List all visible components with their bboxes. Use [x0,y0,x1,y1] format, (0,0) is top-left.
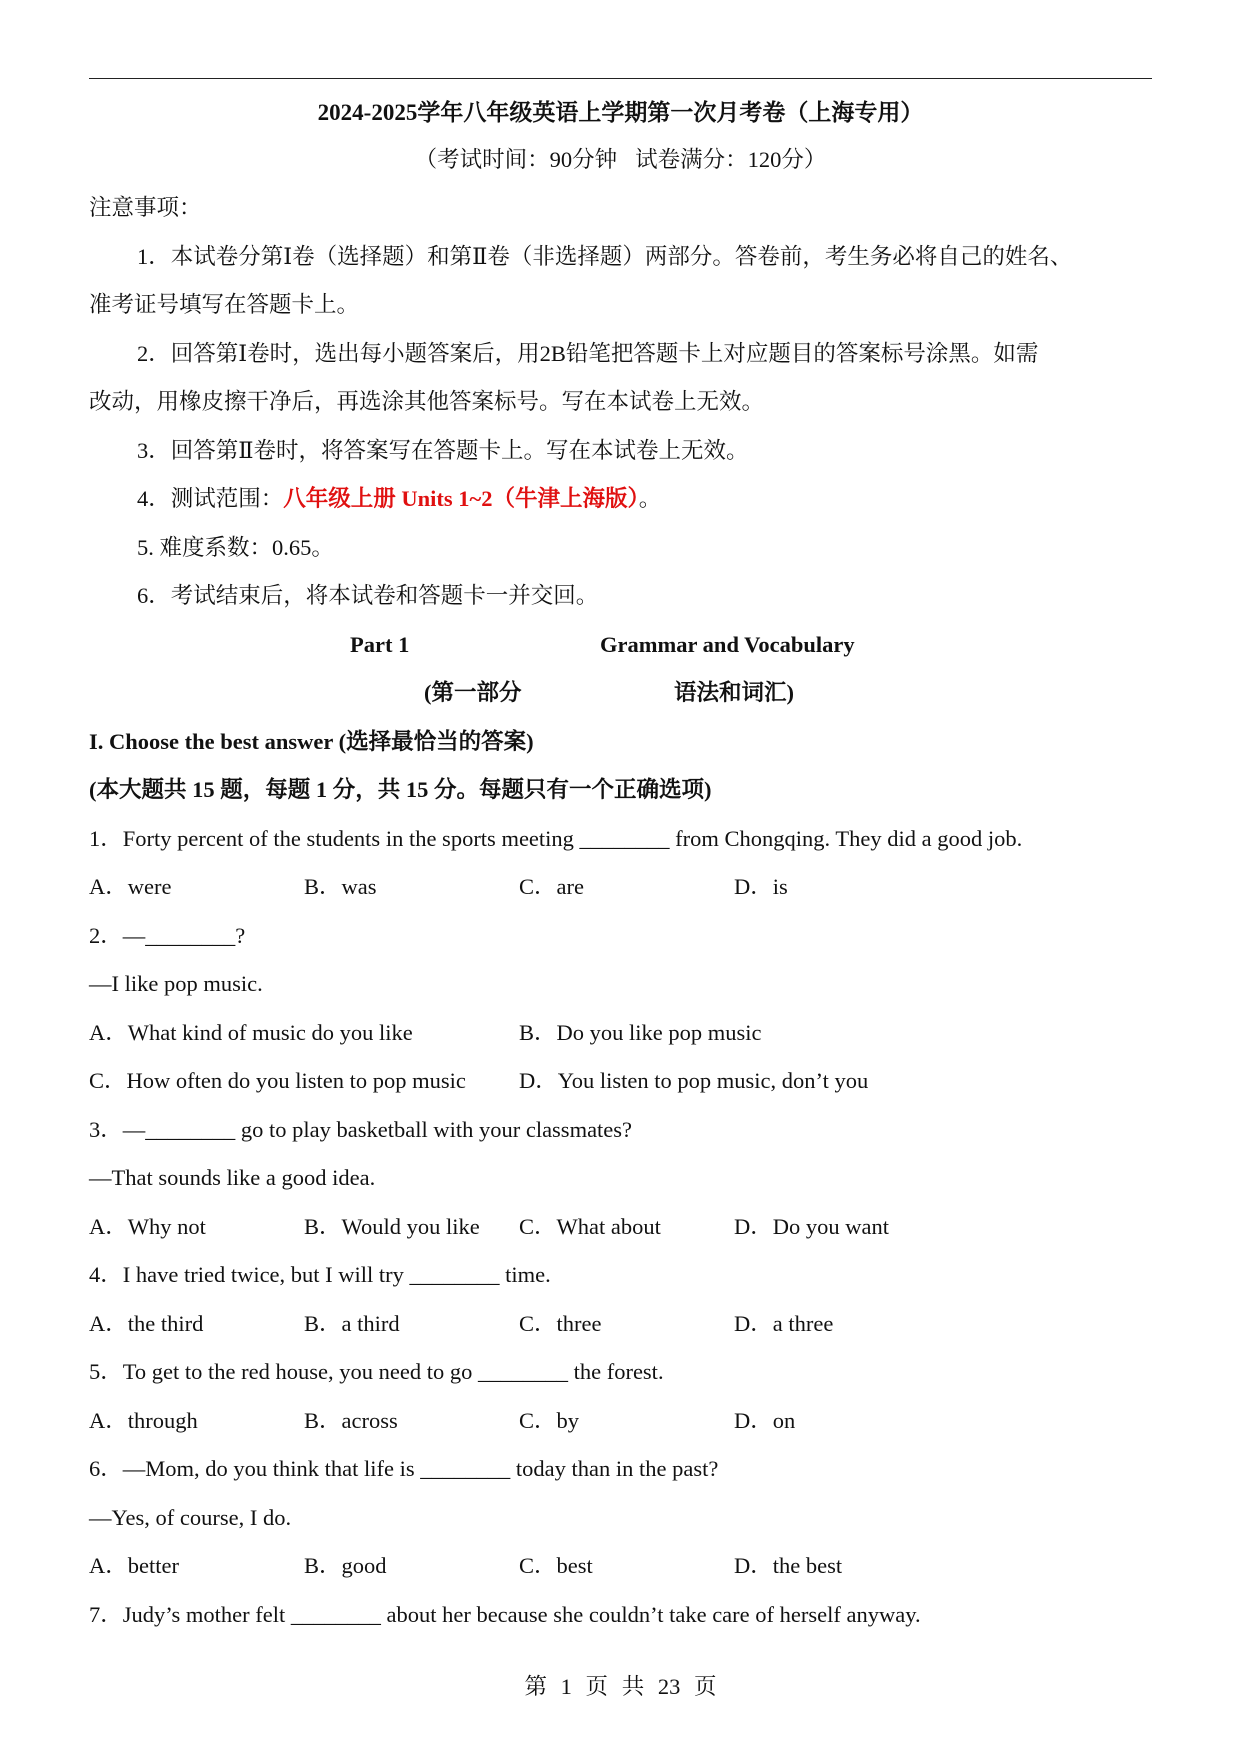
question-2-stem: 2．—________? [89,923,246,948]
question-3-option-a: A．Why not [89,1214,206,1239]
question-4-option-c: C．three [519,1311,602,1336]
question-3-reply: —That sounds like a good idea. [89,1165,376,1190]
question-4-option-d: D．a three [734,1311,834,1336]
note-4 [137,484,661,514]
question-2-option-d: D．You listen to pop music, don’t you [519,1068,869,1093]
question-4-stem: 4．I have tried twice, but I will try ________ time. [89,1262,551,1287]
question-5-option-d: D．on [734,1408,796,1433]
exam-time: （考试时间：90分钟 [414,147,618,172]
note-5: 5. 难度系数：0.65。 [137,535,334,560]
question-1-option-a: A．were [89,874,172,899]
question-5-stem: 5．To get to the red house, you need to go ________ the forest. [89,1359,664,1384]
question-2-reply: —I like pop music. [89,971,263,996]
question-3-option-b: B．Would you like [304,1214,480,1239]
note-4-suffix: 。 [638,486,662,511]
question-3-stem: 3．—________ go to play basketball with your classmates? [89,1117,633,1142]
question-6-option-a: A．better [89,1553,179,1578]
question-1-option-b: B．was [304,874,377,899]
total-pages: 23 [657,1674,681,1699]
part-name: Grammar and Vocabulary [600,632,855,657]
question-4-option-a: A．the third [89,1311,204,1336]
question-5-option-c: C．by [519,1408,580,1433]
exam-subtitle [0,145,1241,175]
note-6: 6．考试结束后，将本试卷和答题卡一并交回。 [137,583,599,608]
notes-heading: 注意事项： [89,195,202,220]
question-5-option-b: B．across [304,1408,398,1433]
question-3-option-d: D．Do you want [734,1214,889,1239]
note-2-line-1: 2．回答第Ⅰ卷时，选出每小题答案后，用2B铅笔把答题卡上对应题目的答案标号涂黑。如需 [137,341,1039,366]
page-title: 2024-2025学年八年级英语上学期第一次月考卷（上海专用） [317,100,924,125]
footer-label-3: 页 [693,1674,717,1699]
question-6-option-d: D．the best [734,1553,843,1578]
question-2-option-b: B．Do you like pop music [519,1020,762,1045]
footer-total-label: 共 [621,1674,645,1699]
part-label-cn: (第一部分 [424,680,522,705]
footer-label-2: 页 [585,1674,609,1699]
test-range: 八年级上册 Units 1~2（牛津上海版） [283,486,639,511]
footer-label-1: 第 [524,1674,548,1699]
note-2-line-2: 改动，用橡皮擦干净后，再选涂其他答案标号。写在本试卷上无效。 [89,389,765,414]
question-2-option-c: C．How often do you listen to pop music [89,1068,466,1093]
question-7-stem: 7．Judy’s mother felt ________ about her because she couldn’t take care of herself anyway. [89,1602,921,1627]
note-3: 3．回答第Ⅱ卷时，将答案写在答题卡上。写在本试卷上无效。 [137,438,749,463]
note-4-prefix: 4．测试范围： [137,486,284,511]
question-2-option-a: A．What kind of music do you like [89,1020,413,1045]
header-rule [89,78,1152,79]
page-footer [0,1672,1241,1702]
question-6-option-c: C．best [519,1553,593,1578]
note-1-line-1: 1．本试卷分第Ⅰ卷（选择题）和第Ⅱ卷（非选择题）两部分。答卷前，考生务必将自己的姓名、 [137,244,1073,269]
section-instruction: (本大题共 15 题，每题 1 分，共 15 分。每题只有一个正确选项) [89,777,712,802]
question-6-reply: —Yes, of course, I do. [89,1505,292,1530]
question-3-option-c: C．What about [519,1214,661,1239]
question-5-option-a: A．through [89,1408,198,1433]
question-4-option-b: B．a third [304,1311,400,1336]
question-6-stem: 6．—Mom, do you think that life is ________ today than in the past? [89,1456,719,1481]
question-1-stem: 1．Forty percent of the students in the sports meeting ________ from Chongqing. They did a good job. [89,826,1023,851]
question-1-option-c: C．are [519,874,584,899]
note-1-line-2: 准考证号填写在答题卡上。 [89,292,360,317]
exam-score: 试卷满分：120分） [635,147,827,172]
part-name-cn: 语法和词汇) [674,680,794,705]
part-label: Part 1 [350,632,410,657]
section-title: I. Choose the best answer (选择最恰当的答案) [89,729,534,754]
question-1-option-d: D．is [734,874,788,899]
question-6-option-b: B．good [304,1553,387,1578]
page-number: 1 [560,1674,572,1699]
